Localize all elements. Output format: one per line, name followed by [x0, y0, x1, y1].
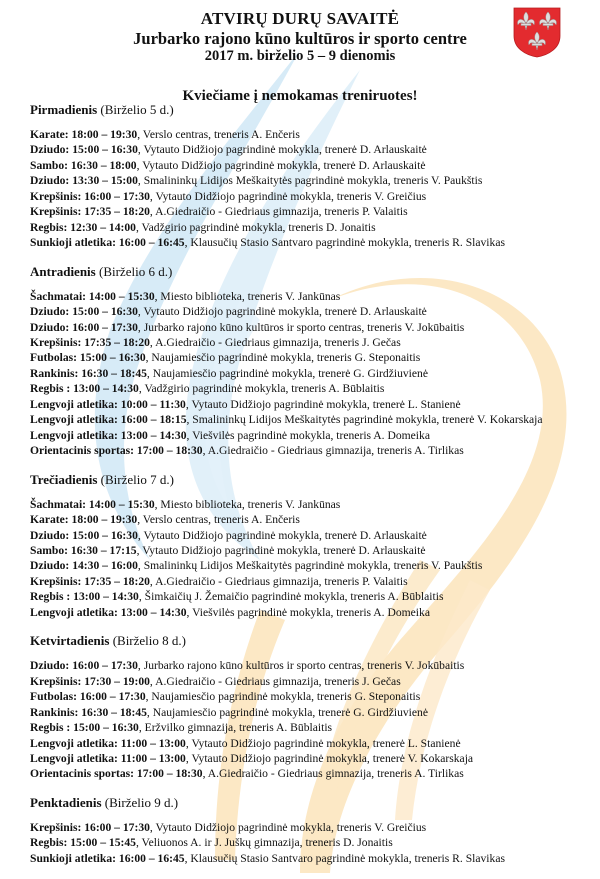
entry-sport-time: Dziudo: 15:00 – 16:30 [30, 528, 138, 542]
entry-sport-time: Sunkioji atletika: 16:00 – 16:45 [30, 851, 185, 865]
entry-details: , Viešvilės pagrindinė mokykla, treneris A. Domeika [186, 428, 430, 442]
entry-details: , Smalininkų Lidijos Meškaitytės pagrindinė mokykla, treneris V. Paukštis [137, 174, 483, 188]
schedule [30, 102, 600, 879]
entry-sport-time: Orientacinis sportas: 17:00 – 18:30 [30, 444, 203, 458]
entry-sport-time: Futbolas: 16:00 – 17:30 [30, 690, 146, 704]
day-section-ketvirtadienis [30, 633, 600, 782]
schedule-entry [30, 589, 600, 604]
day-heading [30, 795, 600, 811]
entry-sport-time: Dziudo: 16:00 – 17:30 [30, 320, 138, 334]
entry-details: , Naujamiesčio pagrindinė mokykla, trenerė G. Girdžiuvienė [146, 366, 428, 380]
day-heading [30, 472, 600, 488]
entry-details: , Klausučių Stasio Santvaro pagrindinė mokykla, treneris R. Slavikas [184, 851, 505, 865]
schedule-entry [30, 658, 600, 673]
entry-details: , Miesto biblioteka, treneris V. Jankūnas [154, 497, 341, 511]
entry-sport-time: Regbis : 15:00 – 16:30 [30, 721, 139, 735]
schedule-entry [30, 320, 600, 335]
entry-details: , Naujamiesčio pagrindinė mokykla, treneris G. Steponaitis [145, 351, 421, 365]
day-name: Penktadienis [30, 794, 102, 810]
entry-sport-time: Regbis : 13:00 – 14:30 [30, 590, 139, 604]
entry-details: , Šimkaičių J. Žemaičio pagrindinė mokykla, treneris A. Būblaitis [138, 590, 444, 604]
entry-sport-time: Sunkioji atletika: 16:00 – 16:45 [30, 236, 185, 250]
entry-details: , Verslo centras, treneris A. Enčeris [137, 128, 300, 141]
entry-sport-time: Sambo: 16:30 – 18:00 [30, 158, 137, 172]
schedule-entry [30, 235, 600, 250]
entry-details: , Miesto biblioteka, treneris V. Jankūnas [154, 289, 341, 303]
entry-details: , Vytauto Didžiojo pagrindinė mokykla, trenerė V. Kokarskaja [185, 751, 474, 765]
entry-sport-time: Krepšinis: 17:30 – 19:00 [30, 674, 150, 688]
schedule-entry [30, 820, 600, 835]
entry-sport-time: Regbis : 13:00 – 14:30 [30, 382, 139, 396]
entry-details: , Veliuonos A. ir J. Juškų gimnazija, treneris D. Jonaitis [135, 836, 393, 850]
entry-list [30, 289, 600, 459]
entry-sport-time: Futbolas: 15:00 – 16:30 [30, 351, 146, 365]
schedule-entry [30, 127, 600, 142]
schedule-entry [30, 605, 600, 620]
flyer-subtitle: Jurbarko rajono kūno kultūros ir sporto centre [133, 29, 467, 48]
entry-details: , Vytauto Didžiojo pagrindinė mokykla, trenerė D. Arlauskaitė [137, 143, 427, 157]
day-section-antradienis [30, 264, 600, 459]
schedule-entry [30, 766, 600, 781]
entry-sport-time: Rankinis: 16:30 – 18:45 [30, 366, 147, 380]
schedule-entry [30, 674, 600, 689]
flyer-title: ATVIRŲ DURŲ SAVAITĖ [200, 9, 400, 28]
entry-sport-time: Lengvoji atletika: 16:00 – 18:15 [30, 413, 187, 427]
schedule-entry [30, 736, 600, 751]
entry-details: , A.Giedraičio - Giedriaus gimnazija, treneris A. Tirlikas [202, 767, 464, 781]
schedule-entry [30, 189, 600, 204]
entry-sport-time: Sambo: 16:30 – 17:15 [30, 543, 137, 557]
schedule-entry [30, 381, 600, 396]
schedule-entry [30, 289, 600, 304]
coat-of-arms-icon [512, 6, 562, 58]
day-name: Antradienis [30, 263, 96, 279]
schedule-entry [30, 158, 600, 173]
entry-sport-time: Krepšinis: 16:00 – 17:30 [30, 189, 150, 203]
entry-sport-time: Rankinis: 16:30 – 18:45 [30, 705, 147, 719]
entry-sport-time: Lengvoji atletika: 13:00 – 14:30 [30, 605, 187, 619]
entry-details: , Verslo centras, treneris A. Enčeris [137, 513, 300, 527]
entry-sport-time: Šachmatai: 14:00 – 15:30 [30, 497, 155, 511]
schedule-entry [30, 412, 600, 427]
entry-details: , Vytauto Didžiojo pagrindinė mokykla, trenerė L. Stanienė [185, 736, 461, 750]
entry-details: , Vytauto Didžiojo pagrindinė mokykla, trenerė D. Arlauskaitė [136, 543, 426, 557]
day-section-penktadienis [30, 795, 600, 866]
day-section-treciadienis [30, 472, 600, 621]
entry-list [30, 127, 600, 251]
entry-details: , Jurbarko rajono kūno kultūros ir sporto centras, treneris V. Jokūbaitis [137, 659, 465, 673]
day-heading [30, 264, 600, 280]
entry-details: , A.Giedraičio - Giedriaus gimnazija, treneris P. Valaitis [149, 574, 408, 588]
entry-sport-time: Krepšinis: 17:35 – 18:20 [30, 335, 150, 349]
schedule-entry [30, 397, 600, 412]
schedule-entry [30, 335, 600, 350]
schedule-entry [30, 220, 600, 235]
entry-details: , A.Giedraičio - Giedriaus gimnazija, treneris J. Gečas [149, 674, 401, 688]
schedule-entry [30, 204, 600, 219]
entry-details: , Eržvilko gimnazija, treneris A. Būblaitis [138, 721, 333, 735]
schedule-entry [30, 350, 600, 365]
entry-sport-time: Dziudo: 14:30 – 16:00 [30, 559, 138, 573]
entry-sport-time: Regbis: 15:00 – 15:45 [30, 836, 136, 850]
entry-details: , Vytauto Didžiojo pagrindinė mokykla, trenerė L. Stanienė [185, 397, 461, 411]
entry-details: , A.Giedraičio - Giedriaus gimnazija, treneris A. Tirlikas [202, 444, 464, 458]
schedule-entry [30, 751, 600, 766]
schedule-entry [30, 173, 600, 188]
entry-sport-time: Krepšinis: 17:35 – 18:20 [30, 205, 150, 219]
entry-sport-time: Dziudo: 13:30 – 15:00 [30, 174, 138, 188]
day-heading [30, 633, 600, 649]
schedule-entry [30, 705, 600, 720]
entry-sport-time: Šachmatai: 14:00 – 15:30 [30, 289, 155, 303]
day-date: (Birželio 8 d.) [112, 633, 186, 649]
schedule-entry [30, 366, 600, 381]
day-date: (Birželio 7 d.) [100, 471, 174, 487]
entry-list [30, 820, 600, 866]
day-name: Pirmadienis [30, 102, 98, 117]
schedule-entry [30, 574, 600, 589]
entry-list [30, 658, 600, 782]
schedule-entry [30, 558, 600, 573]
entry-details: , Vadžgirio pagrindinė mokykla, treneris D. Jonaitis [135, 220, 376, 234]
entry-sport-time: Krepšinis: 16:00 – 17:30 [30, 820, 150, 834]
schedule-entry [30, 528, 600, 543]
schedule-entry [30, 443, 600, 458]
day-date: (Birželio 5 d.) [100, 102, 174, 117]
entry-details: , Vytauto Didžiojo pagrindinė mokykla, trenerė D. Arlauskaitė [137, 528, 427, 542]
entry-details: , Smalininkų Lidijos Meškaitytės pagrindinė mokykla, trenerė V. Kokarskaja [186, 413, 543, 427]
entry-details: , A.Giedraičio - Giedriaus gimnazija, treneris P. Valaitis [149, 205, 408, 219]
entry-details: , Vytauto Didžiojo pagrindinė mokykla, trenerė D. Arlauskaitė [137, 305, 427, 319]
entry-sport-time: Krepšinis: 17:35 – 18:20 [30, 574, 150, 588]
schedule-entry [30, 720, 600, 735]
entry-details: , Naujamiesčio pagrindinė mokykla, treneris G. Steponaitis [145, 690, 421, 704]
entry-details: , Jurbarko rajono kūno kultūros ir sporto centras, treneris V. Jokūbaitis [137, 320, 465, 334]
schedule-entry [30, 142, 600, 157]
entry-list [30, 497, 600, 621]
day-date: (Birželio 9 d.) [104, 794, 179, 810]
entry-sport-time: Lengvoji atletika: 11:00 – 13:00 [30, 736, 186, 750]
entry-sport-time: Karate: 18:00 – 19:30 [30, 513, 138, 527]
day-date: (Birželio 6 d.) [98, 263, 173, 279]
schedule-entry [30, 428, 600, 443]
entry-sport-time: Dziudo: 15:00 – 16:30 [30, 305, 138, 319]
day-name: Trečiadienis [30, 471, 98, 487]
entry-sport-time: Lengvoji atletika: 11:00 – 13:00 [30, 751, 186, 765]
entry-sport-time: Lengvoji atletika: 13:00 – 14:30 [30, 428, 187, 442]
entry-details: , Viešvilės pagrindinė mokykla, treneris A. Domeika [186, 605, 430, 619]
flyer-dates: 2017 m. birželio 5 – 9 dienomis [204, 48, 396, 64]
schedule-entry [30, 304, 600, 319]
day-name: Ketvirtadienis [30, 633, 110, 649]
entry-details: , Smalininkų Lidijos Meškaitytės pagrindinė mokykla, treneris V. Paukštis [137, 559, 483, 573]
entry-details: , Vytauto Didžiojo pagrindinė mokykla, treneris V. Greičius [149, 189, 427, 203]
entry-sport-time: Dziudo: 15:00 – 16:30 [30, 143, 138, 157]
schedule-entry [30, 851, 600, 866]
entry-details: , Vadžgirio pagrindinė mokykla, treneris A. Būblaitis [138, 382, 385, 396]
entry-details: , Vytauto Didžiojo pagrindinė mokykla, trenerė D. Arlauskaitė [136, 158, 426, 172]
schedule-entry [30, 497, 600, 512]
entry-sport-time: Karate: 18:00 – 19:30 [30, 128, 138, 141]
entry-sport-time: Lengvoji atletika: 10:00 – 11:30 [30, 397, 186, 411]
entry-details: , A.Giedraičio - Giedriaus gimnazija, treneris J. Gečas [149, 335, 401, 349]
entry-details: , Vytauto Didžiojo pagrindinė mokykla, treneris V. Greičius [149, 820, 427, 834]
entry-details: , Naujamiesčio pagrindinė mokykla, trenerė G. Girdžiuvienė [146, 705, 428, 719]
schedule-entry [30, 689, 600, 704]
schedule-entry [30, 543, 600, 558]
entry-details: , Klausučių Stasio Santvaro pagrindinė mokykla, treneris R. Slavikas [184, 236, 505, 250]
entry-sport-time: Orientacinis sportas: 17:00 – 18:30 [30, 767, 203, 781]
schedule-entry [30, 835, 600, 850]
flyer-slogan: Kviečiame į nemokamas treniruotes! [182, 88, 418, 104]
schedule-entry [30, 512, 600, 527]
day-section-pirmadienis [30, 102, 600, 251]
day-heading [30, 102, 600, 118]
entry-sport-time: Dziudo: 16:00 – 17:30 [30, 659, 138, 673]
entry-sport-time: Regbis: 12:30 – 14:00 [30, 220, 136, 234]
